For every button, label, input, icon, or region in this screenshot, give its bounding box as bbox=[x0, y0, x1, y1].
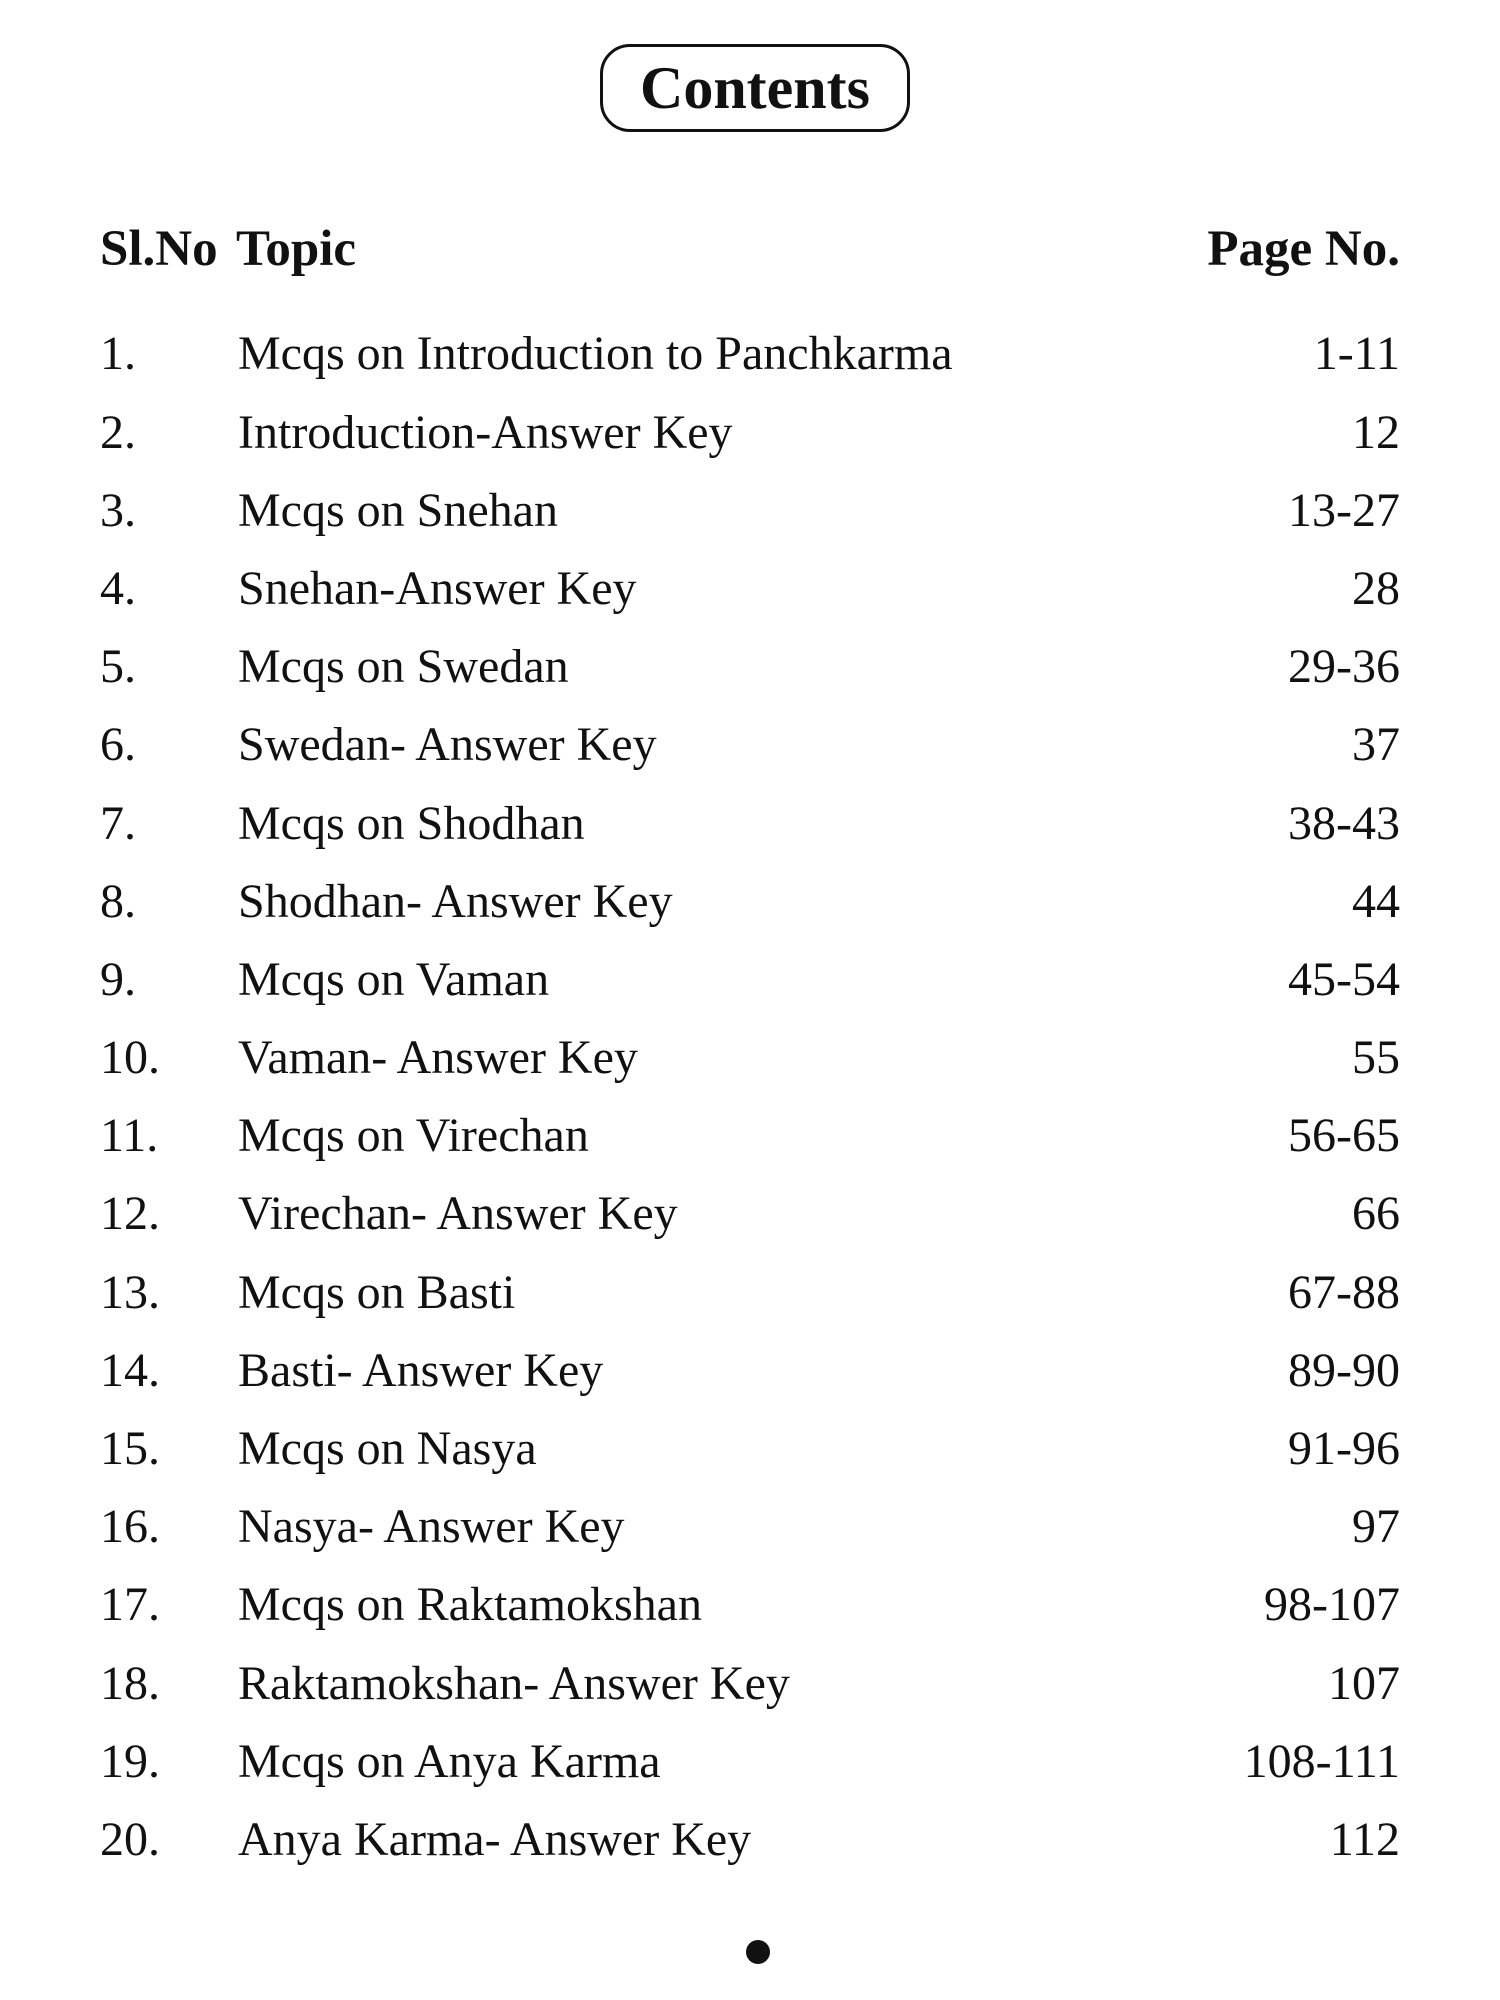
toc-topic: Mcqs on Vaman bbox=[238, 952, 550, 1006]
toc-number: 1. bbox=[100, 327, 136, 381]
toc-number: 8. bbox=[100, 874, 136, 928]
toc-number: 16. bbox=[100, 1500, 160, 1554]
toc-topic: Mcqs on Shodhan bbox=[238, 796, 585, 850]
toc-page: 1-11 bbox=[1313, 327, 1400, 381]
toc-page: 44 bbox=[1352, 874, 1400, 928]
toc-number: 14. bbox=[100, 1343, 160, 1397]
toc-page: 28 bbox=[1352, 561, 1400, 615]
toc-number: 6. bbox=[100, 718, 136, 772]
toc-topic: Nasya- Answer Key bbox=[238, 1500, 625, 1554]
toc-page: 45-54 bbox=[1288, 952, 1400, 1006]
toc-page: 66 bbox=[1352, 1187, 1400, 1241]
toc-number: 17. bbox=[100, 1578, 160, 1632]
toc-row bbox=[100, 863, 1400, 941]
toc-row bbox=[100, 1175, 1400, 1253]
toc-number: 15. bbox=[100, 1422, 160, 1476]
toc-row bbox=[100, 1332, 1400, 1410]
toc-row bbox=[100, 785, 1400, 863]
toc-page: 55 bbox=[1352, 1031, 1400, 1085]
toc-number: 10. bbox=[100, 1031, 160, 1085]
toc-topic: Snehan-Answer Key bbox=[238, 561, 637, 615]
toc-page: 98-107 bbox=[1264, 1578, 1400, 1632]
toc-number: 18. bbox=[100, 1656, 160, 1710]
toc-topic: Mcqs on Introduction to Panchkarma bbox=[238, 327, 953, 381]
toc-number: 12. bbox=[100, 1187, 160, 1241]
toc-topic: Vaman- Answer Key bbox=[238, 1031, 638, 1085]
toc-page: 37 bbox=[1352, 718, 1400, 772]
toc-row bbox=[100, 394, 1400, 472]
toc-topic: Shodhan- Answer Key bbox=[238, 874, 673, 928]
toc-topic: Mcqs on Virechan bbox=[238, 1109, 589, 1163]
toc-topic: Swedan- Answer Key bbox=[238, 718, 657, 772]
toc-page: 112 bbox=[1329, 1812, 1400, 1866]
toc-row bbox=[100, 1801, 1400, 1879]
toc-page: 29-36 bbox=[1288, 640, 1400, 694]
toc-row bbox=[100, 315, 1400, 393]
toc-page: 67-88 bbox=[1288, 1265, 1400, 1319]
toc-page: 97 bbox=[1352, 1500, 1400, 1554]
toc-page: 38-43 bbox=[1288, 796, 1400, 850]
toc-row bbox=[100, 472, 1400, 550]
bullet-dot-icon bbox=[746, 1940, 770, 1964]
toc-topic: Mcqs on Basti bbox=[238, 1265, 516, 1319]
toc-number: 7. bbox=[100, 796, 136, 850]
toc-number: 9. bbox=[100, 952, 136, 1006]
toc-page: 108-111 bbox=[1243, 1734, 1400, 1788]
toc-row bbox=[100, 1410, 1400, 1488]
toc-row bbox=[100, 1723, 1400, 1801]
toc-number: 20. bbox=[100, 1812, 160, 1866]
toc-topic: Mcqs on Swedan bbox=[238, 640, 569, 694]
contents-title-box bbox=[600, 44, 910, 132]
toc-page: 12 bbox=[1352, 405, 1400, 459]
toc-topic: Mcqs on Raktamokshan bbox=[238, 1578, 702, 1632]
toc-row bbox=[100, 1645, 1400, 1723]
toc-page: 89-90 bbox=[1288, 1343, 1400, 1397]
toc-number: 11. bbox=[100, 1109, 159, 1163]
header-page-no: Page No. bbox=[1207, 221, 1400, 277]
toc-topic: Raktamokshan- Answer Key bbox=[238, 1656, 790, 1710]
toc-topic: Virechan- Answer Key bbox=[238, 1187, 678, 1241]
toc-page: 107 bbox=[1328, 1656, 1400, 1710]
table-header bbox=[100, 220, 1400, 290]
toc-row bbox=[100, 1488, 1400, 1566]
toc-row bbox=[100, 1097, 1400, 1175]
toc-page: 13-27 bbox=[1288, 483, 1400, 537]
toc-number: 13. bbox=[100, 1265, 160, 1319]
toc-topic: Anya Karma- Answer Key bbox=[238, 1812, 752, 1866]
toc-topic: Basti- Answer Key bbox=[238, 1343, 604, 1397]
toc-row bbox=[100, 706, 1400, 784]
toc-topic: Mcqs on Anya Karma bbox=[238, 1734, 661, 1788]
toc-row bbox=[100, 1254, 1400, 1332]
toc-topic: Mcqs on Nasya bbox=[238, 1422, 537, 1476]
toc-row bbox=[100, 1566, 1400, 1644]
toc-number: 2. bbox=[100, 405, 136, 459]
toc-number: 5. bbox=[100, 640, 136, 694]
toc-page: 91-96 bbox=[1288, 1422, 1400, 1476]
header-slno: Sl.No bbox=[100, 221, 218, 277]
page-title: Contents bbox=[639, 55, 870, 121]
toc-page: 56-65 bbox=[1288, 1109, 1400, 1163]
toc-row bbox=[100, 941, 1400, 1019]
toc-number: 19. bbox=[100, 1734, 160, 1788]
toc-row bbox=[100, 550, 1400, 628]
toc-row bbox=[100, 628, 1400, 706]
toc-topic: Introduction-Answer Key bbox=[238, 405, 733, 459]
toc-list bbox=[100, 315, 1400, 1879]
header-topic: Topic bbox=[236, 221, 357, 277]
toc-topic: Mcqs on Snehan bbox=[238, 483, 558, 537]
toc-number: 4. bbox=[100, 561, 136, 615]
toc-number: 3. bbox=[100, 483, 136, 537]
toc-row bbox=[100, 1019, 1400, 1097]
